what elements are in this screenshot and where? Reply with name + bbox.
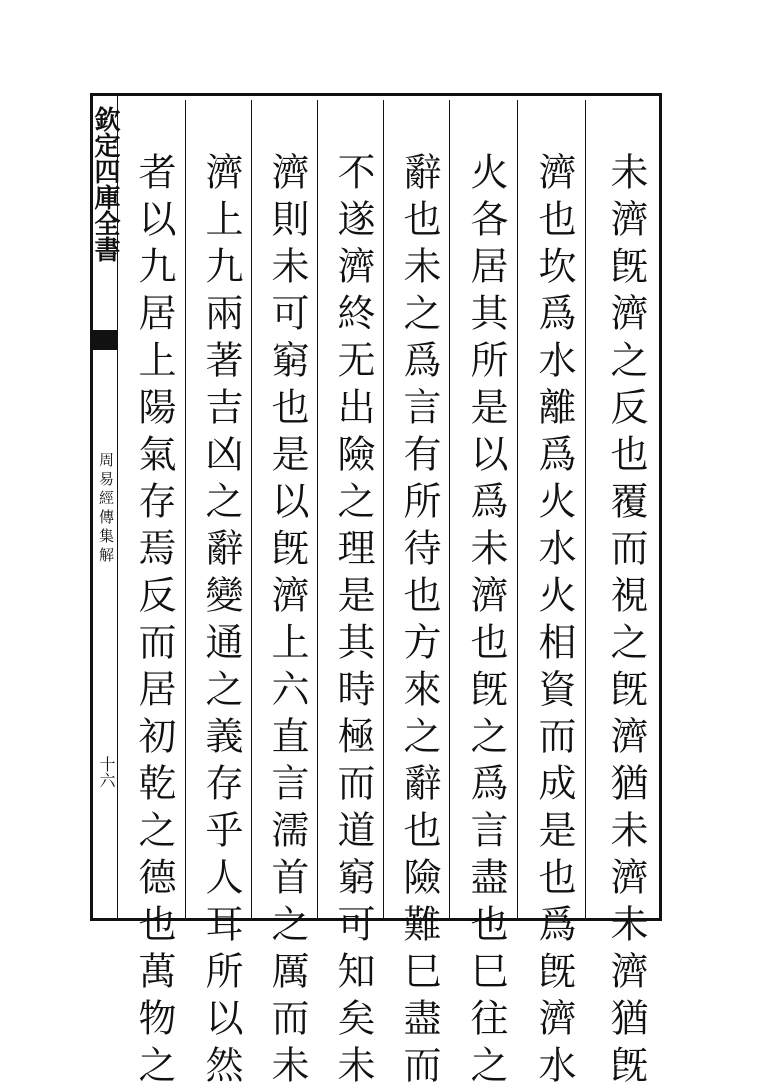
column-text: 者以九居上陽氣存焉反而居初乾之德也萬物之 [132,152,176,1092]
book-title: 周易經傳集解 [97,452,115,566]
series-title-text: 欽定四庫全書 [90,106,120,262]
text-column-3 [450,100,518,1092]
series-title [90,100,120,330]
text-column-5 [318,100,384,1092]
text-column-8 [118,100,186,1092]
text-column-4 [384,100,450,1092]
fish-tail-mark [93,330,117,350]
column-text: 火各居其所是以爲未濟也旣之爲言盡也巳往之 [464,152,508,1092]
column-text: 未濟旣濟之反也覆而視之旣濟猶未濟未濟猶旣 [604,152,648,1092]
text-column-2 [518,100,586,1092]
page-number: 十六 [97,756,116,788]
column-text: 濟則未可窮也是以旣濟上六直言濡首之厲而未 [265,152,309,1092]
column-text: 濟上九兩著吉凶之辭變通之義存乎人耳所以然 [199,152,243,1092]
text-column-6 [252,100,318,1092]
column-text: 濟也坎爲水離爲火水火相資而成是也爲旣濟水 [532,152,576,1092]
column-text: 不遂濟終无出險之理是其時極而道窮可知矣未 [331,152,375,1092]
text-column-1 [586,100,662,1092]
column-text: 辭也未之爲言有所待也方來之辭也險難巳盡而 [397,152,441,1092]
text-column-7 [186,100,252,1092]
